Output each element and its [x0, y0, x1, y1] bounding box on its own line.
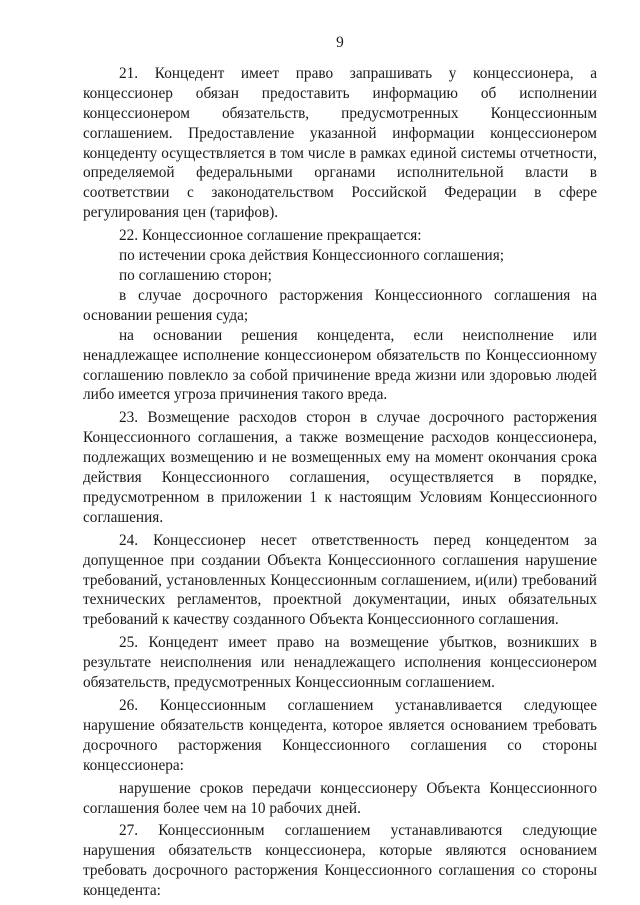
paragraph-22: 22. Концессионное соглашение прекращается:	[119, 227, 422, 245]
paragraph-25: 25. Концедент имеет право на возмещение убытков, возникших в результате неисполнения или ненадлежащего исполнения концессионером обязательств, предусмотренных Концессионным соглашением.	[83, 634, 597, 692]
paragraph-23: 23. Возмещение расходов сторон в случае досрочного расторжения Концессионного соглашения, а также возмещение расходов концессионера, подлежащих возмещению и не возмещенных ему на момент окончания срока действия Концессионного соглашения, осуществляется в порядке, предусмотренном в приложении 1 к настоящим Условиям Концессионного соглашения.	[83, 409, 597, 526]
paragraph-21: 21. Концедент имеет право запрашивать у концессионера, а концессионер обязан предоставить информацию об исполнении концессионером обязательств, предусмотренных Концессионным соглашением. Предоставление указанной информации концессионером концеденту осуществляется в том числе в рамках единой системы отчетности, определяемой федеральными органами исполнительной власти в соответствии с законодательством Российской Федерации в сфере регулирования цен (тарифов).	[83, 64, 597, 222]
paragraph-22-item-4: на основании решения концедента, если неисполнение или ненадлежащее исполнение концессионером обязательств по Концессионному соглашению повлекло за собой причинение вреда жизни или здоровью людей либо имеется угроза причинения такого вреда.	[83, 326, 597, 404]
page-number: 9	[336, 34, 344, 51]
paragraph-24: 24. Концессионер несет ответственность перед концедентом за допущенное при создании Объекта Концессионного соглашения нарушение требований, установленных Концессионным соглашением, и(или) требований технических регламентов, проектной документации, иных обязательных требований к качеству созданного Объекта Концессионного соглашения.	[83, 531, 597, 629]
paragraph-22-item-2: по соглашению сторон;	[119, 266, 272, 284]
paragraph-22-item-3: в случае досрочного расторжения Концессионного соглашения на основании решения суда;	[83, 286, 597, 324]
paragraph-26: 26. Концессионным соглашением устанавливается следующее нарушение обязательств концедента, которое является основанием требовать досрочного расторжения Концессионного соглашения со стороны концессионера:	[83, 697, 597, 774]
paragraph-26-item-1: нарушение сроков передачи концессионеру Объекта Концессионного соглашения более чем на 10 рабочих дней.	[83, 779, 597, 817]
paragraph-27: 27. Концессионным соглашением устанавливаются следующие нарушения обязательств концессионера, которые являются основанием требовать досрочного расторжения Концессионного соглашения со стороны концедента:	[83, 822, 597, 900]
paragraph-22-item-1: по истечении срока действия Концессионного соглашения;	[119, 247, 505, 265]
